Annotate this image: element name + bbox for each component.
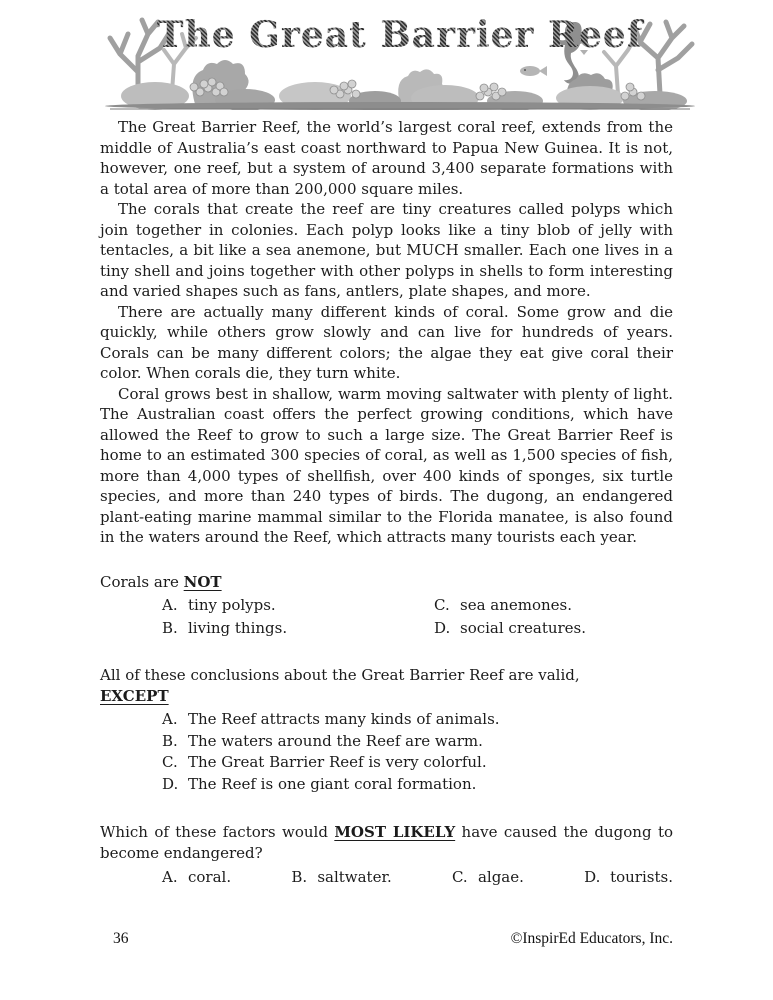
question-1 xyxy=(100,572,673,639)
option-b: B. The waters around the Reef are warm. xyxy=(162,731,483,750)
page-title: The Great Barrier Reef xyxy=(100,14,700,56)
emphasis-most-likely: MOST LIKELY xyxy=(334,823,456,841)
passage-paragraph: There are actually many different kinds of coral. Some grow and die quickly, while others grow slowly and can live for hundreds of years. Corals can be many different colors; the algae they eat give coral their color. When corals die, they turn white. xyxy=(100,302,673,382)
header-banner xyxy=(100,14,700,110)
question-2-options xyxy=(100,709,673,795)
sea-floor-icon xyxy=(105,102,695,110)
question-3-stem: Which of these factors would MOST LIKELY have caused the dugong to become endangered? xyxy=(100,823,673,862)
option-d: D. social creatures. xyxy=(434,618,587,637)
passage xyxy=(100,117,673,888)
fish-icon xyxy=(520,66,547,76)
questions-section xyxy=(100,572,673,888)
passage-paragraph: Coral grows best in shallow, warm moving saltwater with plenty of light. The Australian coast offers the perfect growing conditions, which have allowed the Reef to grow to such a large size. The Great Barrier Reef is home to an estimated 300 species of coral, as well as 1,500 species of fish, more than 4,000 types of shellfish, over 400 kinds of sponges, six turtle species, and more than 240 types of birds. The dugong, an endangered plant-eating marine mammal similar to the Florida manatee, is also found in the waters around the Reef, which attracts many tourists each year. xyxy=(100,384,673,546)
option-c: C. The Great Barrier Reef is very colorful. xyxy=(162,753,487,771)
option-d: D. The Reef is one giant coral formation. xyxy=(162,774,477,793)
question-2 xyxy=(100,665,673,795)
page-number: 36 xyxy=(113,930,129,947)
option-a: A. The Reef attracts many kinds of animals. xyxy=(162,710,500,728)
option-c: C. sea anemones. xyxy=(434,596,573,614)
passage-paragraph: The corals that create the reef are tiny creatures called polyps which join together in colonies. Each polyp looks like a tiny blob of jelly with tentacles, a bit like a sea anemone, but MUCH smaller. Each one lives in a tiny shell and joins together with other polyps in shells to form interesting and varied shapes such as fans, antlers, plate shapes, and more. xyxy=(100,200,673,300)
page-footer xyxy=(100,930,673,948)
passage-paragraph: The Great Barrier Reef, the world’s largest coral reef, extends from the middle of Australia’s east coast northward to Papua New Guinea. It is not, however, one reef, but a system of around 3,400 separate formations with a total area of more than 200,000 square miles. xyxy=(100,118,673,198)
copyright-notice: ©InspirEd Educators, Inc. xyxy=(510,930,673,947)
question-1-options xyxy=(100,595,673,638)
emphasis-except: EXCEPT xyxy=(100,686,169,705)
option-a: A. tiny polyps. xyxy=(162,596,276,614)
emphasis-not: NOT xyxy=(183,572,222,591)
option-b: B. living things. xyxy=(162,618,288,637)
question-3-options xyxy=(100,867,673,888)
option-a: A. coral. xyxy=(162,868,232,886)
question-3 xyxy=(100,822,673,888)
option-d: D. tourists. xyxy=(584,868,673,886)
question-2-stem: All of these conclusions about the Great Barrier Reef are valid, EXCEPT xyxy=(100,666,580,705)
question-1-stem: Corals are NOT xyxy=(100,572,222,591)
option-c: C. algae. xyxy=(451,868,524,886)
option-b: B. saltwater. xyxy=(291,868,392,886)
